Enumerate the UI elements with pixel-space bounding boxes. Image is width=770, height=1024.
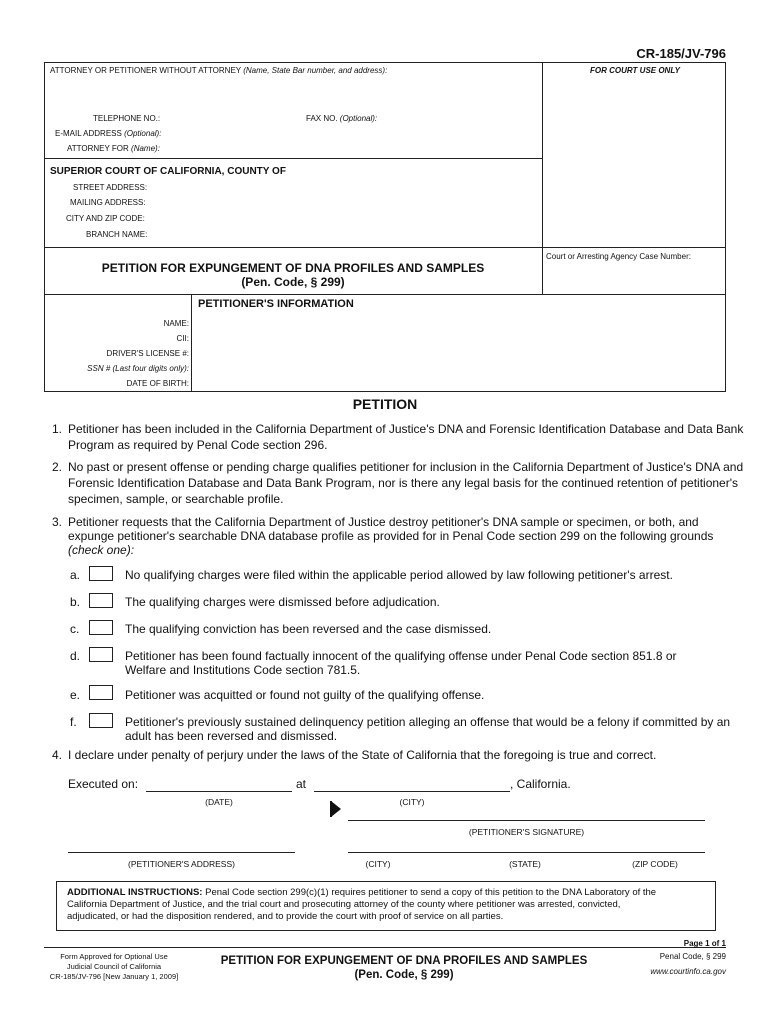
ssn-label: SSN # (Last four digits only):: [87, 364, 189, 373]
california-label: , California.: [510, 777, 571, 791]
telephone-label: TELEPHONE NO.:: [93, 114, 161, 123]
item-3-line-2: expunge petitioner's searchable DNA database profile as provided for in Penal Code section 299 on the following grounds: [68, 529, 714, 543]
court-use-label: FOR COURT USE ONLY: [590, 66, 680, 75]
option-d-text-line-1: Petitioner has been found factually innocent of the qualifying offense under Penal Code section 851.8 or: [125, 649, 677, 663]
ssn-input[interactable]: [197, 361, 717, 373]
item-2-line-1: No past or present offense or pending charge qualifies petitioner for inclusion in the California Department of Justice's DNA and: [68, 460, 744, 474]
city-caption: (CITY): [399, 797, 425, 807]
footer-approved: [44, 952, 184, 982]
approved-line-2: Judicial Council of California: [66, 962, 162, 971]
executed-date-input[interactable]: [146, 777, 292, 792]
option-f-letter: f.: [70, 715, 77, 729]
option-f-text-line-2: adult has been reversed and dismissed.: [125, 729, 338, 743]
fax-label: FAX NO. (Optional):: [306, 114, 378, 123]
top-border: [44, 62, 726, 63]
county-input[interactable]: [292, 163, 536, 177]
attorney-for-input[interactable]: [160, 141, 536, 153]
attorney-name-input[interactable]: [50, 78, 538, 108]
approved-line-3: CR-185/JV-796 [New January 1, 2009]: [49, 972, 179, 981]
petitioner-name-label: NAME:: [163, 319, 189, 328]
instructions-line-1: ADDITIONAL INSTRUCTIONS: Penal Code section 299(c)(1) requires petitioner to send a copy of this petition to the DNA Laboratory of the: [67, 887, 657, 898]
date-caption: (DATE): [205, 797, 233, 807]
option-d-checkbox[interactable]: [89, 647, 113, 662]
petition-heading: PETITION: [352, 396, 418, 412]
option-c-letter: c.: [70, 622, 80, 636]
court-divider: [44, 247, 726, 248]
option-a-letter: a.: [70, 568, 81, 582]
attorney-for-label: ATTORNEY FOR (Name):: [67, 144, 160, 153]
item-2-line-2: Forensic Identification Database and Data Bank Program, nor is there any legal basis for the continued retention of petitioner's: [68, 476, 739, 490]
email-label: E-MAIL ADDRESS (Optional):: [55, 129, 162, 138]
option-d-text-line-2: Welfare and Institutions Code section 781.5.: [125, 663, 361, 677]
option-b-letter: b.: [70, 595, 81, 609]
item-4-text: I declare under penalty of perjury under the laws of the State of California that the foregoing is true and correct.: [68, 748, 657, 762]
item-4-number: 4.: [52, 748, 63, 762]
petitioner-name-input[interactable]: [197, 316, 717, 328]
address-caption: (PETITIONER'S ADDRESS): [128, 859, 235, 869]
cii-input[interactable]: [197, 331, 717, 343]
signature-arrow-icon: [330, 800, 342, 818]
right-border: [725, 62, 726, 392]
city-state-zip-input[interactable]: [348, 838, 705, 853]
form-subtitle: (Pen. Code, § 299): [241, 275, 345, 289]
info-divider: [191, 294, 192, 392]
option-a-checkbox[interactable]: [89, 566, 113, 581]
item-1-line-1: Petitioner has been included in the California Department of Justice's DNA and Forensic Identification Database and Data Bank: [68, 422, 744, 436]
fax-input[interactable]: [376, 111, 536, 123]
petitioner-info-heading: PETITIONER'S INFORMATION: [198, 298, 354, 310]
option-c-text: The qualifying conviction has been reversed and the case dismissed.: [125, 622, 492, 636]
drivers-license-input[interactable]: [197, 346, 717, 358]
petitioner-signature-input[interactable]: [348, 806, 705, 821]
box-bottom: [44, 391, 726, 392]
option-a-text: No qualifying charges were filed within the applicable period allowed by law following petitioner's arrest.: [125, 568, 673, 582]
branch-name-label: BRANCH NAME:: [86, 230, 148, 239]
executed-city-input[interactable]: [314, 777, 510, 792]
mailing-address-label: MAILING ADDRESS:: [70, 198, 146, 207]
at-label: at: [296, 777, 307, 791]
approved-line-1: Form Approved for Optional Use: [60, 952, 168, 961]
signature-caption: (PETITIONER'S SIGNATURE): [468, 827, 585, 837]
executed-on-label: Executed on:: [68, 777, 139, 791]
petitioner-address-input[interactable]: [68, 838, 295, 853]
footer-penal-code: Penal Code, § 299: [659, 952, 726, 961]
item-2-number: 2.: [52, 460, 63, 474]
option-b-checkbox[interactable]: [89, 593, 113, 608]
attorney-header: ATTORNEY OR PETITIONER WITHOUT ATTORNEY (Name, State Bar number, and address):: [50, 66, 388, 75]
instructions-line-3: adjudicated, or had the disposition rendered, and to provide the court with proof of service on all parties.: [67, 911, 504, 922]
drivers-license-label: DRIVER'S LICENSE #:: [106, 349, 189, 358]
attorney-divider: [44, 158, 542, 159]
option-e-text: Petitioner was acquitted or found not guilty of the qualifying offense.: [125, 688, 485, 702]
page-number: Page 1 of 1: [683, 939, 726, 948]
footer-subtitle: (Pen. Code, § 299): [354, 969, 454, 981]
option-e-letter: e.: [70, 688, 81, 702]
item-1-line-2: Program as required by Penal Code section 296.: [68, 438, 328, 452]
dob-label: DATE OF BIRTH:: [126, 379, 189, 388]
item-3-line-1: Petitioner requests that the California Department of Justice destroy petitioner's DNA sample or specimen, or both, and: [68, 515, 699, 529]
mailing-address-input[interactable]: [150, 195, 536, 207]
option-f-text-line-1: Petitioner's previously sustained delinquency petition alleging an offense that would be a felony if committed by an: [125, 715, 731, 729]
form-number: CR-185/JV-796: [636, 46, 726, 61]
street-address-input[interactable]: [150, 180, 536, 192]
email-input[interactable]: [160, 126, 536, 138]
dob-input[interactable]: [197, 376, 717, 388]
branch-name-input[interactable]: [150, 227, 536, 239]
option-d-letter: d.: [70, 649, 81, 663]
option-c-checkbox[interactable]: [89, 620, 113, 635]
option-e-checkbox[interactable]: [89, 685, 113, 700]
title-divider: [44, 294, 726, 295]
court-use-divider: [542, 62, 543, 295]
option-f-checkbox[interactable]: [89, 713, 113, 728]
street-address-label: STREET ADDRESS:: [73, 183, 148, 192]
form-title: PETITION FOR EXPUNGEMENT OF DNA PROFILES AND SAMPLES: [101, 261, 485, 275]
footer-title: PETITION FOR EXPUNGEMENT OF DNA PROFILES AND SAMPLES: [220, 955, 588, 967]
instructions-box: [56, 881, 716, 931]
cii-label: CII:: [176, 334, 189, 343]
footer-website[interactable]: www.courtinfo.ca.gov: [650, 967, 726, 976]
telephone-input[interactable]: [160, 111, 300, 123]
item-3-line-3: (check one):: [68, 543, 135, 557]
zip-caption: (ZIP CODE): [632, 859, 678, 869]
item-2-line-3: specimen, sample, or searchable profile.: [68, 492, 284, 506]
item-1-number: 1.: [52, 422, 63, 436]
case-number-label: Court or Arresting Agency Case Number:: [546, 252, 691, 261]
state-caption: (STATE): [509, 859, 541, 869]
instructions-line-2: California Department of Justice, and the trial court and prosecuting attorney of the county where petitioner was arrested, convicted,: [67, 899, 621, 910]
item-3-number: 3.: [52, 515, 63, 529]
case-number-input[interactable]: [548, 266, 720, 288]
city-zip-input[interactable]: [150, 211, 536, 223]
option-b-text: The qualifying charges were dismissed before adjudication.: [125, 595, 440, 609]
city2-caption: (CITY): [365, 859, 391, 869]
court-title: SUPERIOR COURT OF CALIFORNIA, COUNTY OF: [50, 166, 286, 177]
footer-rule: [44, 947, 726, 948]
city-zip-label: CITY AND ZIP CODE:: [66, 214, 145, 223]
